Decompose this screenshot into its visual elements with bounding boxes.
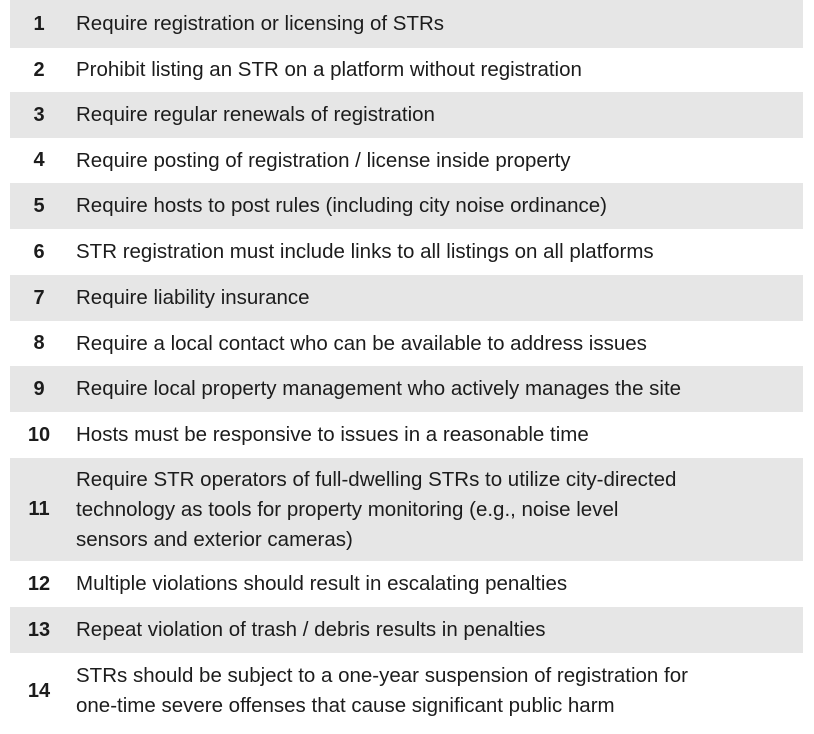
row-number: 13	[27, 618, 51, 641]
row-number: 6	[33, 240, 45, 263]
table-row	[10, 275, 803, 321]
row-text: Require posting of registration / license inside property	[76, 148, 571, 172]
row-text: STRs should be subject to a one-year suspension of registration for one-time severe offenses that cause significant public harm	[76, 664, 688, 717]
table-row	[10, 458, 803, 561]
row-number: 5	[33, 194, 45, 217]
table-row	[10, 48, 803, 92]
row-text: Hosts must be responsive to issues in a reasonable time	[76, 423, 589, 446]
row-number: 9	[33, 377, 45, 400]
table-row	[10, 607, 803, 653]
row-number: 10	[27, 423, 51, 446]
table-row	[10, 183, 803, 229]
row-text: Require local property management who actively manages the site	[76, 377, 682, 400]
row-text: Require liability insurance	[76, 286, 310, 309]
row-number: 3	[33, 103, 45, 126]
row-text: Require regular renewals of registration	[76, 103, 435, 126]
recommendations-table	[10, 0, 803, 729]
row-number: 2	[33, 58, 45, 81]
table-row	[10, 412, 803, 458]
row-text: Require registration or licensing of STRs	[76, 12, 445, 35]
row-text: Repeat violation of trash / debris results in penalties	[76, 618, 546, 641]
row-text: Multiple violations should result in escalating penalties	[76, 572, 568, 595]
row-text: STR registration must include links to all listings on all platforms	[76, 240, 654, 263]
row-number: 7	[33, 286, 45, 309]
table-row	[10, 653, 803, 729]
table-row	[10, 366, 803, 412]
table-row	[10, 138, 803, 183]
table-row	[10, 92, 803, 138]
table-row	[10, 0, 803, 48]
row-number: 12	[27, 572, 51, 595]
row-number: 11	[28, 498, 50, 520]
table-row	[10, 229, 803, 275]
row-text: Require STR operators of full-dwelling STRs to utilize city-directed technology as tools for property monitoring (e.g., noise level sensors and exterior cameras)	[76, 467, 677, 551]
row-text: Prohibit listing an STR on a platform without registration	[76, 58, 582, 81]
row-text: Require hosts to post rules (including city noise ordinance)	[76, 194, 607, 217]
row-number: 8	[33, 332, 45, 354]
row-number: 1	[33, 12, 45, 35]
row-text: Require a local contact who can be available to address issues	[76, 331, 647, 355]
table-row	[10, 561, 803, 607]
table-row	[10, 321, 803, 366]
row-number: 14	[27, 679, 51, 702]
row-number: 4	[33, 149, 45, 171]
